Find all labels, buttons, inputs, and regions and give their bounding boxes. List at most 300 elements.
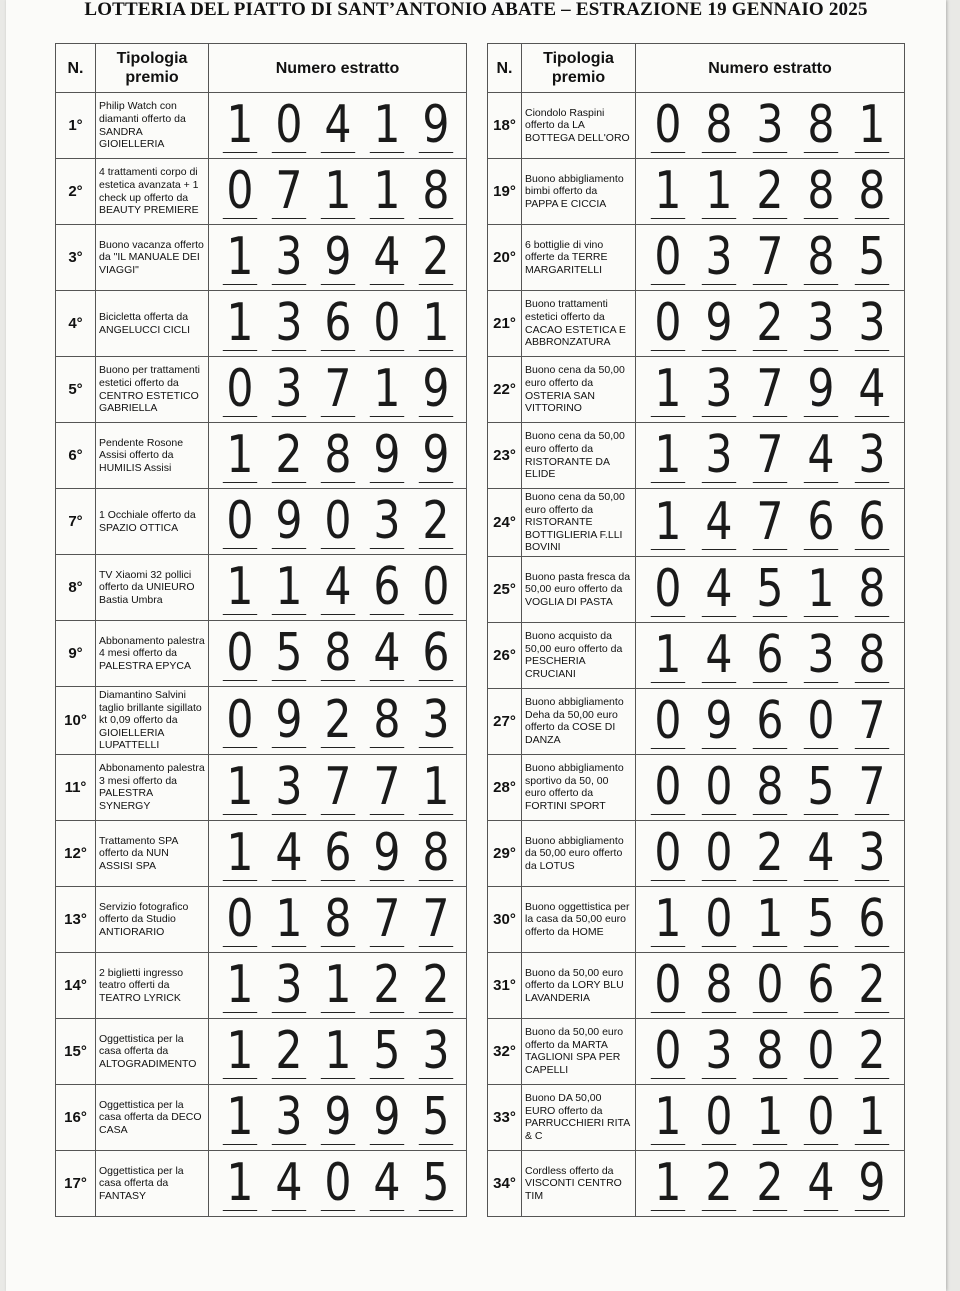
drawn-number-digits [209,689,466,750]
drawn-number-digits [209,293,466,353]
drawn-number [209,357,467,423]
header-n: N. [488,44,522,93]
drawn-number-digits [209,95,466,155]
table-row [488,754,905,820]
handwritten-digit: 1 [222,98,256,153]
handwritten-digit: 1 [222,826,256,881]
handwritten-digit: 3 [753,98,787,153]
table-row [488,1018,905,1084]
drawn-number [636,225,905,291]
prize-description: Oggettistica per la casa offerta da FANTASY [96,1150,209,1216]
drawn-number [209,886,467,952]
drawn-number [636,622,905,688]
handwritten-digit: 7 [320,362,354,417]
prize-rank: 16° [56,1084,96,1150]
table-row [488,886,905,952]
table-row [488,225,905,291]
table-row [488,93,905,159]
handwritten-digit: 2 [753,826,787,881]
prize-rank: 8° [56,555,96,621]
handwritten-digit: 1 [650,1156,684,1211]
prize-rank: 19° [488,159,522,225]
drawn-number-digits [209,623,466,683]
handwritten-digit: 1 [753,1090,787,1145]
drawn-number [209,159,467,225]
prize-rank: 12° [56,820,96,886]
table-row [56,1084,467,1150]
handwritten-digit: 1 [369,98,403,153]
handwritten-digit: 3 [702,362,736,417]
handwritten-digit: 0 [222,494,256,549]
handwritten-digit: 0 [702,760,736,815]
handwritten-digit: 4 [369,626,403,681]
prize-rank: 11° [56,754,96,820]
handwritten-digit: 3 [418,1024,452,1079]
handwritten-digit: 5 [369,1024,403,1079]
prize-description: Servizio fotografico offerto da Studio ANTIORARIO [96,886,209,952]
prize-description: 4 trattamenti corpo di estetica avanzata + 1 check up offerto da BEAUTY PREMIERE [96,159,209,225]
prize-description: Abbonamento palestra 4 mesi offerto da PALESTRA EPYCA [96,621,209,687]
table-row [488,489,905,557]
handwritten-digit: 0 [804,1090,838,1145]
prize-description: Buono vacanza offerto da "IL MANUALE DEI VIAGGI" [96,225,209,291]
prize-description: Abbonamento palestra 3 mesi offerto da PALESTRA SYNERGY [96,754,209,820]
handwritten-digit: 0 [320,1156,354,1211]
drawn-number [636,754,905,820]
handwritten-digit: 1 [320,164,354,219]
handwritten-digit: 9 [320,1090,354,1145]
drawn-number [209,423,467,489]
handwritten-digit: 8 [804,230,838,285]
handwritten-digit: 8 [702,98,736,153]
prize-rank: 10° [56,687,96,755]
handwritten-digit: 0 [650,694,684,749]
handwritten-digit: 3 [418,693,452,748]
drawn-number-digits [636,227,904,287]
handwritten-digit: 4 [855,362,889,417]
handwritten-digit: 9 [804,362,838,417]
handwritten-digit: 0 [804,1024,838,1079]
prize-description: 1 Occhiale offerto da SPAZIO OTTICA [96,489,209,555]
prize-description: Buono DA 50,00 EURO offerto da PARRUCCHIERI RITA & C [522,1084,636,1150]
prize-description: Buono abbigliamento da 50,00 euro offerto da LOTUS [522,820,636,886]
prize-description: Buono pasta fresca da 50,00 euro offerto da VOGLIA DI PASTA [522,556,636,622]
prize-description: Diamantino Salvini taglio brillante sigillato kt 0,09 offerto da GIOIELLERIA LUPATTELLI [96,687,209,755]
drawn-number [636,952,905,1018]
prize-description: Philip Watch con diamanti offerto da SANDRA GIOIELLERIA [96,93,209,159]
drawn-number [636,489,905,557]
drawn-number-digits [209,161,466,221]
prize-rank: 18° [488,93,522,159]
handwritten-digit: 6 [320,826,354,881]
drawn-number-digits [209,359,466,419]
handwritten-digit: 4 [804,826,838,881]
drawn-number [636,1084,905,1150]
handwritten-digit: 1 [271,892,305,947]
drawn-number [209,754,467,820]
drawn-number-digits [636,491,904,552]
prize-rank: 33° [488,1084,522,1150]
table-row [488,1084,905,1150]
drawn-number [209,952,467,1018]
handwritten-digit: 6 [369,560,403,615]
prize-description: Buono cena da 50,00 euro offerto da RISTORANTE DA ELIDE [522,423,636,489]
prize-description: Buono trattamenti estetici offerto da CACAO ESTETICA E ABBRONZATURA [522,291,636,357]
prize-rank: 26° [488,622,522,688]
prize-rank: 9° [56,621,96,687]
handwritten-digit: 0 [702,826,736,881]
handwritten-digit: 4 [271,826,305,881]
handwritten-digit: 9 [418,362,452,417]
handwritten-digit: 1 [650,1090,684,1145]
drawn-number [209,820,467,886]
handwritten-digit: 0 [222,892,256,947]
handwritten-digit: 3 [271,958,305,1013]
table-row [488,820,905,886]
table-row [56,93,467,159]
prize-rank: 24° [488,489,522,557]
drawn-number-digits [636,888,904,949]
drawn-number-digits [636,624,904,685]
table-row [488,159,905,225]
table-row [56,621,467,687]
table-row [56,225,467,291]
prize-rank: 13° [56,886,96,952]
handwritten-digit: 1 [222,760,256,815]
prize-description: 2 biglietti ingresso teatro offerti da TEATRO LYRICK [96,952,209,1018]
handwritten-digit: 1 [369,362,403,417]
handwritten-digit: 6 [855,892,889,947]
handwritten-digit: 2 [369,958,403,1013]
page-title: LOTTERIA DEL PIATTO DI SANT’ANTONIO ABATE – ESTRAZIONE 19 GENNAIO 2025 [84,0,868,20]
handwritten-digit: 0 [650,562,684,617]
prize-rank: 23° [488,423,522,489]
handwritten-digit: 7 [753,362,787,417]
drawn-number [209,1084,467,1150]
handwritten-digit: 2 [418,958,452,1013]
handwritten-digit: 8 [320,892,354,947]
handwritten-digit: 5 [855,230,889,285]
prize-description: Cordless offerto da VISCONTI CENTRO TIM [522,1150,636,1216]
table-row [56,489,467,555]
handwritten-digit: 3 [271,230,305,285]
handwritten-digit: 1 [222,296,256,351]
header-n: N. [56,44,96,93]
drawn-number [209,93,467,159]
table-row [56,1150,467,1216]
table-row [488,357,905,423]
handwritten-digit: 8 [753,1024,787,1079]
results-table-left [55,43,467,1217]
drawn-number-digits [636,95,904,155]
handwritten-digit: 9 [418,98,452,153]
handwritten-digit: 6 [320,296,354,351]
table-row [488,423,905,489]
handwritten-digit: 8 [418,164,452,219]
handwritten-digit: 1 [650,495,684,550]
handwritten-digit: 2 [855,958,889,1013]
prize-description: TV Xiaomi 32 pollici offerto da UNIEURO Bastia Umbra [96,555,209,621]
handwritten-digit: 4 [369,230,403,285]
handwritten-digit: 9 [418,428,452,483]
handwritten-digit: 1 [222,1090,256,1145]
handwritten-digit: 1 [650,892,684,947]
handwritten-digit: 1 [650,628,684,683]
drawn-number-digits [209,756,466,817]
drawn-number-digits [636,822,904,883]
handwritten-digit: 4 [702,628,736,683]
handwritten-digit: 3 [855,428,889,483]
handwritten-digit: 8 [702,958,736,1013]
handwritten-digit: 6 [804,495,838,550]
handwritten-digit: 1 [418,296,452,351]
handwritten-digit: 1 [702,164,736,219]
handwritten-digit: 8 [855,628,889,683]
table-row [56,555,467,621]
prize-rank: 15° [56,1018,96,1084]
handwritten-digit: 1 [320,1024,354,1079]
handwritten-digit: 6 [418,626,452,681]
table-row [488,952,905,1018]
handwritten-digit: 8 [804,164,838,219]
handwritten-digit: 6 [804,958,838,1013]
drawn-number [209,621,467,687]
handwritten-digit: 1 [271,560,305,615]
drawn-number-digits [636,1086,904,1147]
handwritten-digit: 2 [271,1024,305,1079]
drawn-number [209,1018,467,1084]
drawn-number-digits [209,1086,466,1147]
handwritten-digit: 2 [320,693,354,748]
handwritten-digit: 0 [271,98,305,153]
handwritten-digit: 3 [804,628,838,683]
prize-description: Buono cena da 50,00 euro offerto da OSTERIA SAN VITTORINO [522,357,636,423]
prize-rank: 1° [56,93,96,159]
handwritten-digit: 2 [271,428,305,483]
handwritten-digit: 1 [804,562,838,617]
drawn-number-digits [636,558,904,619]
handwritten-digit: 3 [702,428,736,483]
handwritten-digit: 4 [804,428,838,483]
handwritten-digit: 2 [753,1156,787,1211]
handwritten-digit: 7 [855,694,889,749]
prize-rank: 21° [488,291,522,357]
prize-rank: 25° [488,556,522,622]
handwritten-digit: 0 [650,296,684,351]
prize-description: Trattamento SPA offerto da NUN ASSISI SPA [96,820,209,886]
drawn-number [209,555,467,621]
drawn-number [636,423,905,489]
handwritten-digit: 9 [271,494,305,549]
drawn-number-digits [209,822,466,883]
drawn-number-digits [209,1152,466,1213]
prize-rank: 14° [56,952,96,1018]
header-number: Numero estratto [209,44,467,93]
prize-rank: 4° [56,291,96,357]
handwritten-digit: 0 [222,626,256,681]
prize-rank: 27° [488,688,522,754]
drawn-number-digits [209,954,466,1015]
handwritten-digit: 6 [753,694,787,749]
drawn-number-digits [636,359,904,419]
handwritten-digit: 0 [650,958,684,1013]
handwritten-digit: 0 [320,494,354,549]
handwritten-digit: 5 [753,562,787,617]
table-row [56,1018,467,1084]
handwritten-digit: 8 [369,693,403,748]
handwritten-digit: 4 [320,560,354,615]
drawn-number [209,1150,467,1216]
handwritten-digit: 2 [702,1156,736,1211]
drawn-number [636,159,905,225]
prize-description: Oggettistica per la casa offerta da DECO CASA [96,1084,209,1150]
handwritten-digit: 1 [222,1024,256,1079]
handwritten-digit: 2 [855,1024,889,1079]
handwritten-digit: 3 [271,296,305,351]
handwritten-digit: 3 [271,362,305,417]
handwritten-digit: 7 [855,760,889,815]
handwritten-digit: 9 [271,693,305,748]
handwritten-digit: 7 [753,230,787,285]
handwritten-digit: 7 [320,760,354,815]
handwritten-digit: 9 [702,694,736,749]
prize-description: Buono per trattamenti estetici offerto da CENTRO ESTETICO GABRIELLA [96,357,209,423]
handwritten-digit: 4 [702,562,736,617]
handwritten-digit: 1 [650,428,684,483]
drawn-number [636,1150,905,1216]
prize-description: Buono oggettistica per la casa da 50,00 euro offerto da HOME [522,886,636,952]
prize-rank: 28° [488,754,522,820]
handwritten-digit: 8 [320,626,354,681]
handwritten-digit: 4 [320,98,354,153]
handwritten-digit: 7 [418,892,452,947]
table-row [56,291,467,357]
handwritten-digit: 0 [753,958,787,1013]
drawn-number [636,886,905,952]
handwritten-digit: 5 [804,892,838,947]
prize-rank: 5° [56,357,96,423]
handwritten-digit: 8 [418,826,452,881]
table-row [56,159,467,225]
table-row [56,886,467,952]
prize-rank: 29° [488,820,522,886]
drawn-number-digits [636,425,904,485]
handwritten-digit: 8 [320,428,354,483]
prize-rank: 2° [56,159,96,225]
handwritten-digit: 6 [855,495,889,550]
handwritten-digit: 3 [271,1090,305,1145]
drawn-number-digits [209,557,466,617]
handwritten-digit: 1 [222,958,256,1013]
handwritten-digit: 7 [369,760,403,815]
prize-rank: 6° [56,423,96,489]
drawn-number-digits [636,1152,904,1213]
prize-rank: 7° [56,489,96,555]
handwritten-digit: 5 [418,1156,452,1211]
table-row [488,1150,905,1216]
table-row [488,622,905,688]
handwritten-digit: 2 [418,230,452,285]
prize-rank: 17° [56,1150,96,1216]
prize-description: Pendente Rosone Assisi offerto da HUMILIS Assisi [96,423,209,489]
handwritten-digit: 7 [753,495,787,550]
handwritten-digit: 0 [650,98,684,153]
handwritten-digit: 9 [702,296,736,351]
prize-rank: 22° [488,357,522,423]
handwritten-digit: 3 [702,230,736,285]
prize-description: 6 bottiglie di vino offerte da TERRE MARGARITELLI [522,225,636,291]
prize-description: Buono acquisto da 50,00 euro offerto da PESCHERIA CRUCIANI [522,622,636,688]
handwritten-digit: 2 [753,164,787,219]
drawn-number-digits [209,888,466,949]
handwritten-digit: 1 [222,428,256,483]
table-row [488,556,905,622]
handwritten-digit: 1 [753,892,787,947]
handwritten-digit: 3 [702,1024,736,1079]
handwritten-digit: 0 [418,560,452,615]
drawn-number [209,225,467,291]
prize-rank: 3° [56,225,96,291]
handwritten-digit: 1 [222,560,256,615]
prize-description: Oggettistica per la casa offerta da ALTOGRADIMENTO [96,1018,209,1084]
drawn-number-digits [636,756,904,817]
handwritten-digit: 4 [702,495,736,550]
handwritten-digit: 0 [702,892,736,947]
prize-rank: 20° [488,225,522,291]
prize-description: Buono da 50,00 euro offerto da MARTA TAGLIONI SPA PER CAPELLI [522,1018,636,1084]
table-row [488,688,905,754]
drawn-number [636,357,905,423]
handwritten-digit: 3 [271,760,305,815]
prize-rank: 30° [488,886,522,952]
handwritten-digit: 1 [855,98,889,153]
handwritten-digit: 1 [650,362,684,417]
handwritten-digit: 1 [222,1156,256,1211]
header-type: Tipologia premio [96,44,209,93]
handwritten-digit: 4 [271,1156,305,1211]
handwritten-digit: 3 [369,494,403,549]
table-row [56,687,467,755]
prize-description: Buono abbigliamento Deha da 50,00 euro offerto da COSE DI DANZA [522,688,636,754]
handwritten-digit: 8 [855,562,889,617]
drawn-number-digits [209,425,466,485]
drawn-number-digits [636,690,904,751]
handwritten-digit: 8 [804,98,838,153]
handwritten-digit: 0 [222,362,256,417]
prize-description: Buono da 50,00 euro offerto da LORY BLU LAVANDERIA [522,952,636,1018]
handwritten-digit: 5 [271,626,305,681]
handwritten-digit: 0 [702,1090,736,1145]
handwritten-digit: 9 [855,1156,889,1211]
handwritten-digit: 9 [369,826,403,881]
table-row [56,820,467,886]
handwritten-digit: 3 [804,296,838,351]
drawn-number [636,93,905,159]
handwritten-digit: 0 [650,826,684,881]
drawn-number-digits [636,293,904,353]
drawn-number [636,1018,905,1084]
handwritten-digit: 1 [650,164,684,219]
table-row [56,357,467,423]
handwritten-digit: 9 [369,1090,403,1145]
header-type: Tipologia premio [522,44,636,93]
handwritten-digit: 1 [222,230,256,285]
handwritten-digit: 2 [418,494,452,549]
handwritten-digit: 3 [855,296,889,351]
prize-description: Buono abbigliamento bimbi offerto da PAPPA E CICCIA [522,159,636,225]
handwritten-digit: 7 [271,164,305,219]
handwritten-digit: 0 [650,1024,684,1079]
